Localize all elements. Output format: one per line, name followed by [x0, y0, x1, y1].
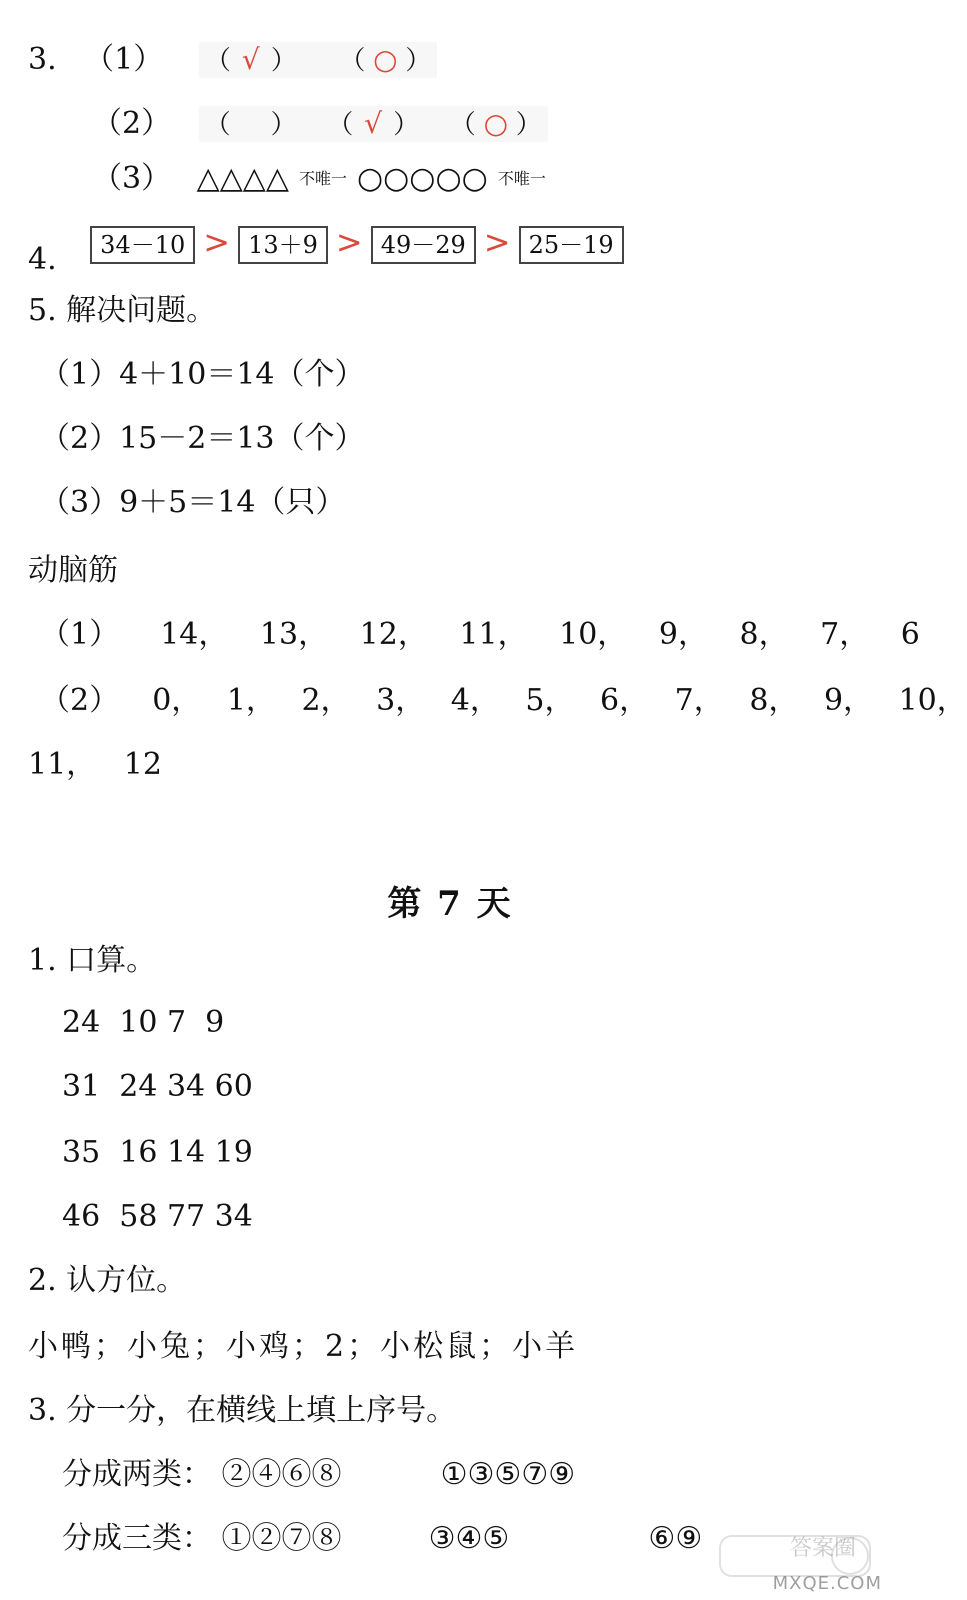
circle-mark: ○	[373, 43, 398, 76]
mental-math-row-4: 46 58 77 34	[62, 1199, 253, 1234]
group-c: ⑥⑨	[648, 1521, 703, 1556]
greater-than-sign: >	[335, 223, 363, 261]
sequence-value: 8，	[739, 617, 789, 652]
q3-part3-label: （3）	[92, 161, 172, 196]
paren-close: ）	[393, 110, 420, 140]
three-groups-label: 分成三类：	[62, 1521, 212, 1556]
triangle-shapes: △△△△	[196, 161, 289, 196]
sequence-value: 6	[900, 617, 920, 652]
day-7-heading: 第 7 天	[387, 884, 513, 924]
paren-open: （	[339, 46, 366, 76]
sequence-value: 9，	[823, 683, 874, 718]
q5-answer-3: （3）9＋5＝14（只）	[40, 485, 346, 520]
paren-close: ）	[405, 46, 432, 76]
day7-q3-title: 3. 分一分，在横线上填上序号。	[28, 1393, 457, 1428]
sequence-value: 3，	[376, 683, 426, 718]
watermark-logo-text: 答案圈	[789, 1536, 856, 1561]
not-unique-note: 不唯一	[298, 169, 347, 188]
sequence-value: 5，	[525, 683, 575, 718]
sequence-value: 6，	[600, 683, 650, 718]
sequence-value: 0，	[152, 683, 202, 718]
two-groups-row	[62, 1457, 576, 1492]
q3-part1-line	[28, 42, 437, 78]
q3-part1-answers	[199, 42, 438, 78]
group-a: ②④⑥⑧	[221, 1457, 342, 1492]
sequence-value: 11，	[28, 747, 97, 782]
q3-part2-answers	[199, 106, 548, 142]
sequence-value: 1，	[226, 683, 276, 718]
brain-line-2	[40, 683, 967, 718]
check-mark: √	[241, 43, 260, 76]
q3-part2-label: （2）	[92, 106, 172, 141]
brain-line-3	[28, 747, 162, 782]
q3-part3-shapes	[196, 161, 552, 196]
q5-title: 5. 解决问题。	[28, 293, 217, 328]
group-b: ①③⑤⑦⑨	[440, 1457, 576, 1492]
q3-part3-line	[92, 161, 552, 196]
three-groups-row	[62, 1521, 703, 1556]
expression-box: 13＋9	[238, 226, 328, 264]
brain-line-1-label: （1）	[40, 617, 120, 652]
q3-part2-line	[92, 106, 548, 142]
q5-answer-1: （1）4＋10＝14（个）	[40, 357, 365, 392]
two-groups-label: 分成两类：	[62, 1457, 212, 1492]
brain-line-1	[40, 617, 920, 652]
day7-q1-title: 1. 口算。	[28, 943, 157, 978]
sequence-value: 13，	[259, 617, 329, 652]
greater-than-sign: >	[483, 223, 511, 261]
day7-q2-title: 2. 认方位。	[28, 1263, 187, 1298]
paren-open: （	[327, 110, 354, 140]
mental-math-row-2: 31 24 34 60	[62, 1069, 253, 1104]
expression-box: 49－29	[371, 226, 476, 264]
sequence-value: 2，	[301, 683, 351, 718]
mental-math-row-1: 24 10 7 9	[62, 1005, 225, 1040]
greater-than-sign: >	[203, 223, 231, 261]
sequence-value: 8，	[749, 683, 799, 718]
watermark-text: MXQE.COM	[772, 1573, 882, 1594]
q5-answer-2: （2）15－2＝13（个）	[40, 421, 365, 456]
sequence-value: 7，	[674, 683, 724, 718]
q4-comparison	[90, 223, 623, 264]
sequence-value: 4，	[450, 683, 500, 718]
brain-teaser-title: 动脑筋	[28, 553, 118, 588]
circle-mark: ○	[483, 107, 508, 140]
q4-line	[28, 223, 624, 277]
q4-number: 4.	[28, 242, 57, 277]
circle-shapes: ○○○○○	[356, 161, 488, 196]
sequence-value: 10，	[898, 683, 967, 718]
paren-open: （	[204, 46, 231, 76]
paren-open: （	[449, 110, 476, 140]
expression-box: 34－10	[90, 226, 195, 264]
group-a: ①②⑦⑧	[221, 1521, 342, 1556]
not-unique-note: 不唯一	[497, 169, 546, 188]
direction-answer: 小鸭；小兔；小鸡；2；小松鼠；小羊	[28, 1329, 579, 1364]
brain-line-2-label: （2）	[40, 683, 120, 718]
sequence-value: 11，	[459, 617, 528, 652]
q3-part1-label: （1）	[84, 42, 164, 77]
q3-number: 3.	[28, 42, 57, 77]
expression-box: 25－19	[519, 226, 624, 264]
sequence-value: 12，	[359, 617, 428, 652]
paren-close: ）	[270, 46, 297, 76]
mental-math-row-3: 35 16 14 19	[62, 1135, 253, 1170]
paren-close: ）	[515, 110, 542, 140]
sequence-value: 9，	[658, 617, 708, 652]
group-b: ③④⑤	[428, 1521, 510, 1556]
sequence-value: 14，	[160, 617, 229, 652]
sequence-value: 12	[123, 747, 162, 782]
sequence-value: 10，	[559, 617, 628, 652]
check-mark: √	[364, 107, 383, 140]
paren-open: （	[204, 110, 231, 140]
sequence-value: 7，	[820, 617, 870, 652]
paren-close: ）	[270, 110, 297, 140]
